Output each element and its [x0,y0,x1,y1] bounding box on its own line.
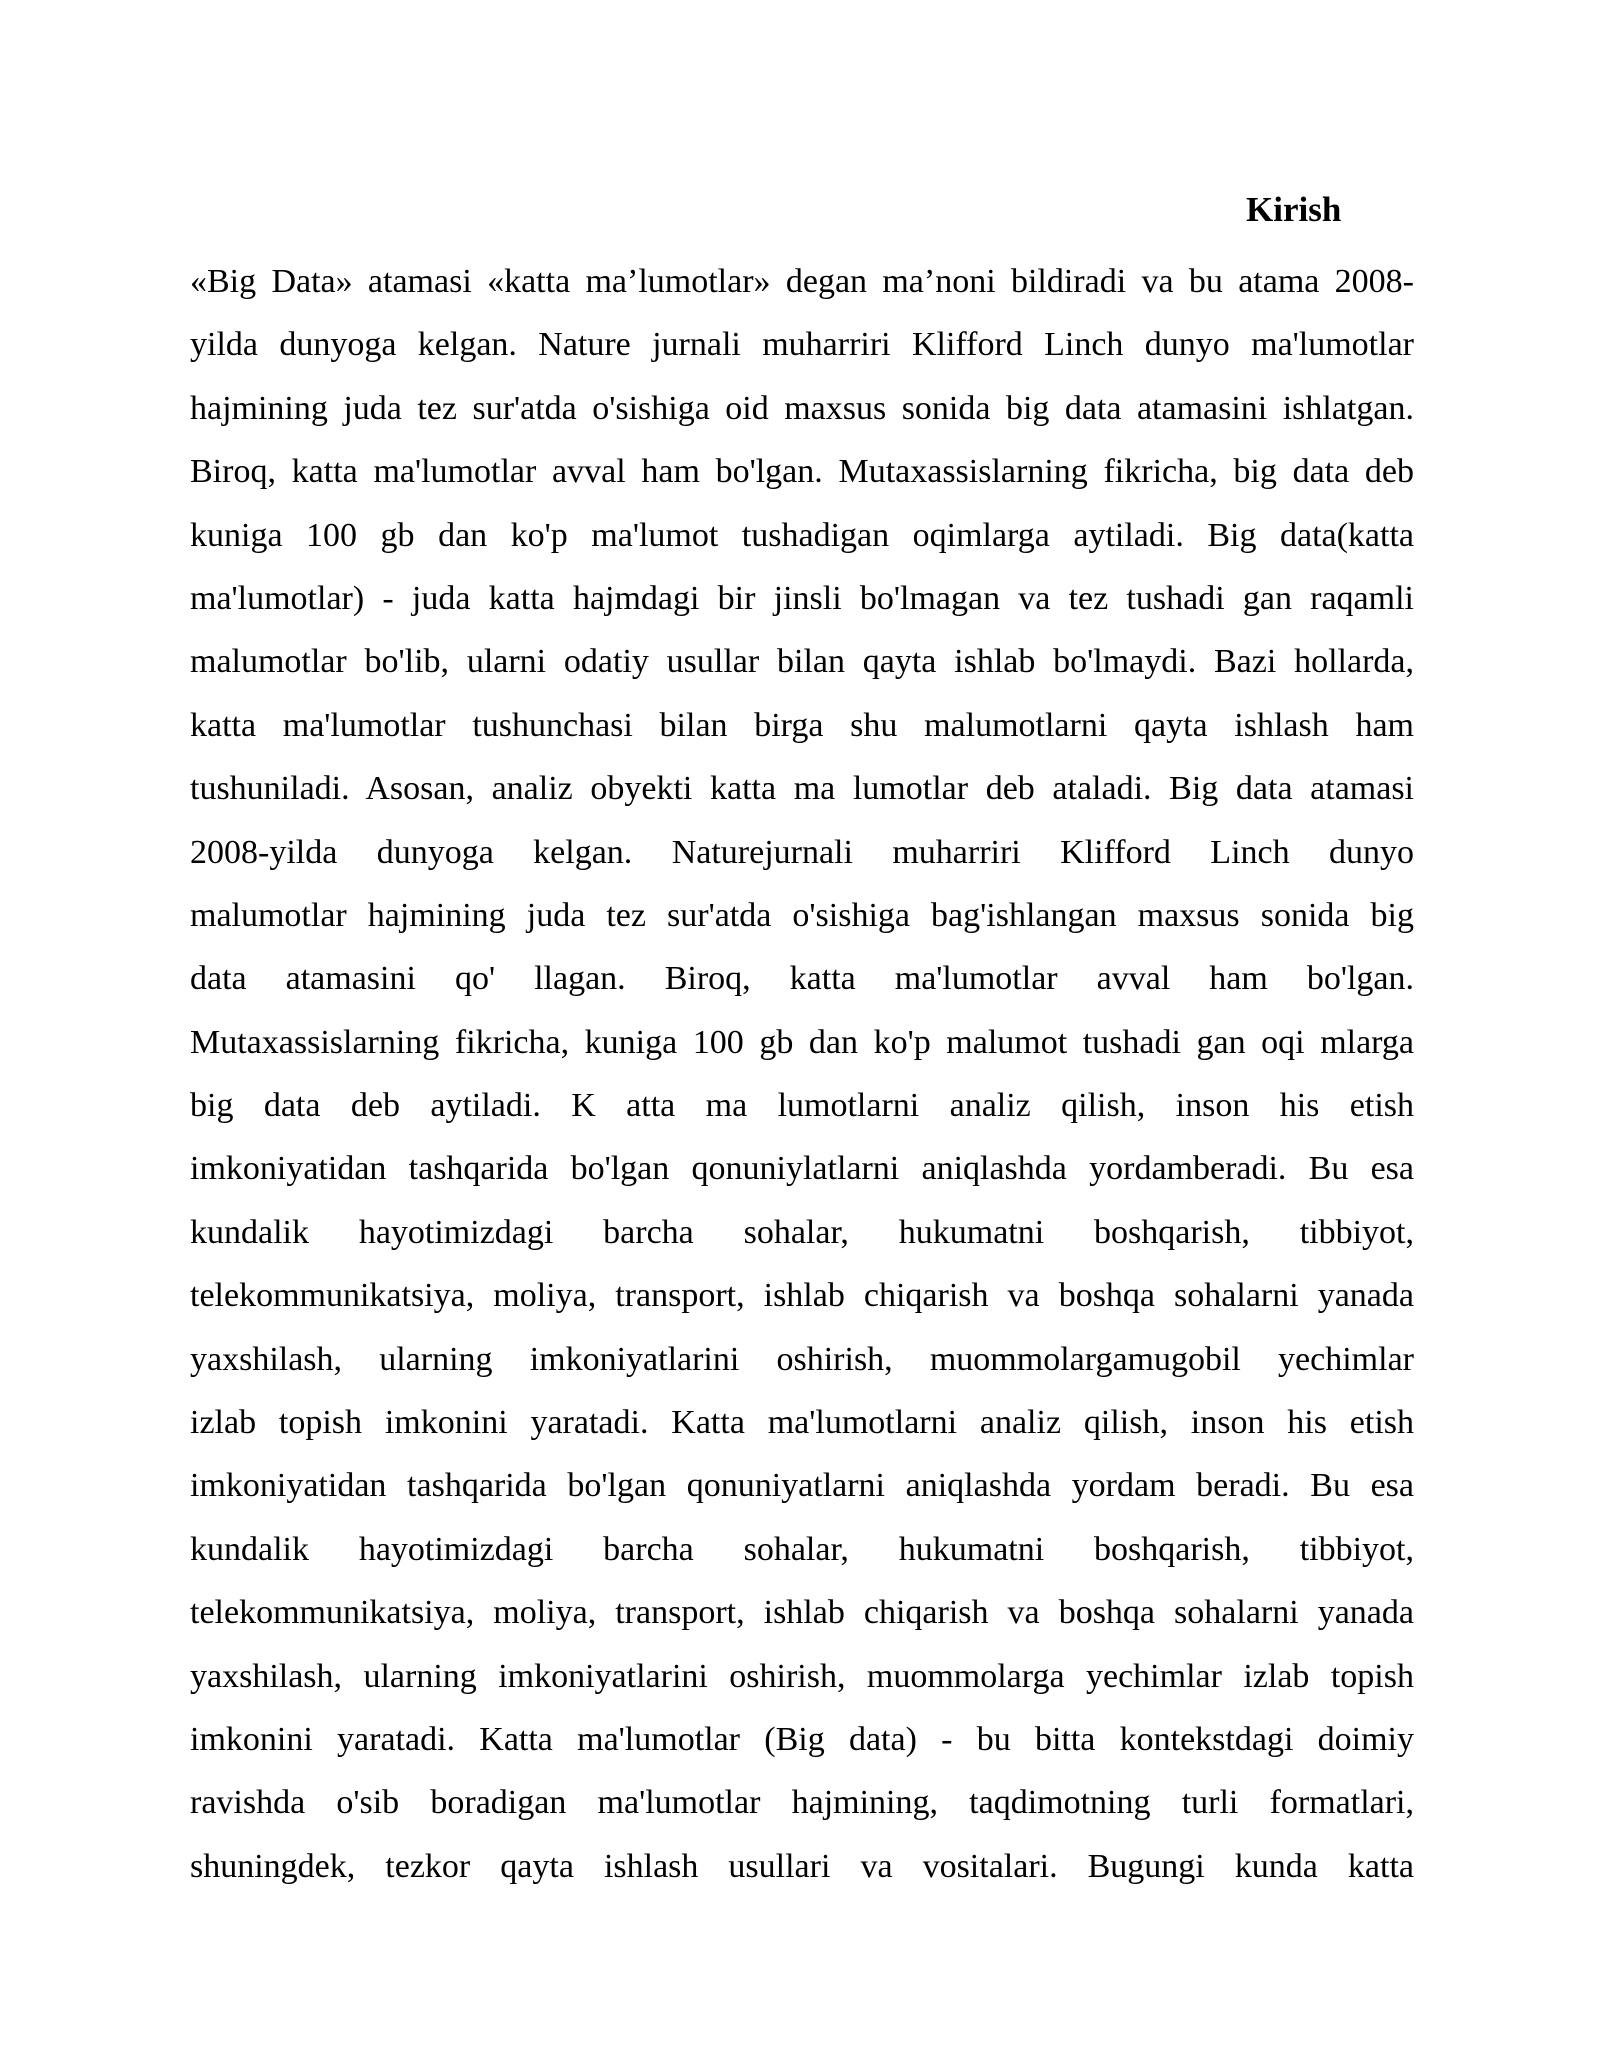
text-line: katta ma'lumotlar tushunchasi bilan birga shu malumotlarni qayta ishlash ham [190,706,1414,744]
text-line: big data deb aytiladi. K atta ma lumotlarni analiz qilish, inson his etish [190,1087,1414,1125]
text-line: imkonini yaratadi. Katta ma'lumotlar (Big data) - bu bitta kontekstdagi doimiy [190,1720,1414,1758]
text-line: 2008-yilda dunyoga kelgan. Naturejurnali muharriri Klifford Linch dunyo [190,833,1414,871]
text-line: malumotlar bo'lib, ularni odatiy usullar bilan qayta ishlab bo'lmaydi. Bazi hollarda, [190,643,1414,681]
body-paragraph [190,250,1414,1898]
text-line: «Big Data» atamasi «katta ma’lumotlar» degan ma’noni bildiradi va bu atama 2008- [190,263,1414,300]
text-line: kuniga 100 gb dan ko'p ma'lumot tushadigan oqimlarga aytiladi. Big data(katta [190,516,1414,554]
text-line: kundalik hayotimizdagi barcha sohalar, hukumatni boshqarish, tibbiyot, [190,1530,1414,1568]
text-line: data atamasini qo' llagan. Biroq, katta ma'lumotlar avval ham bo'lgan. [190,960,1414,998]
text-line: shuningdek, tezkor qayta ishlash usullari va vositalari. Bugungi kunda katta [190,1847,1414,1885]
text-line: yilda dunyoga kelgan. Nature jurnali muharriri Klifford Linch dunyo ma'lumotlar [190,326,1414,364]
text-line: ma'lumotlar) - juda katta hajmdagi bir jinsli bo'lmagan va tez tushadi gan raqamli [190,579,1414,617]
text-line: ravishda o'sib boradigan ma'lumotlar hajmining, taqdimotning turli formatlari, [190,1784,1414,1822]
section-heading: Kirish [1246,190,1342,229]
text-line: hajmining juda tez sur'atda o'sishiga oid maxsus sonida big data atamasini ishlatgan. [190,389,1414,427]
text-line: Biroq, katta ma'lumotlar avval ham bo'lgan. Mutaxassislarning fikricha, big data deb [190,453,1414,491]
text-line: yaxshilash, ularning imkoniyatlarini oshirish, muommolarga yechimlar izlab topish [190,1657,1414,1695]
text-line: yaxshilash, ularning imkoniyatlarini oshirish, muommolargamugobil yechimlar [190,1340,1414,1378]
text-line: tushuniladi. Asosan, analiz obyekti katta ma lumotlar deb ataladi. Big data atamasi [190,770,1414,808]
text-line: imkoniyatidan tashqarida bo'lgan qonuniyatlarni aniqlashda yordam beradi. Bu esa [190,1467,1414,1505]
text-line: kundalik hayotimizdagi barcha sohalar, hukumatni boshqarish, tibbiyot, [190,1213,1414,1251]
text-line: Mutaxassislarning fikricha, kuniga 100 gb dan ko'p malumot tushadi gan oqi mlarga [190,1023,1414,1061]
text-line: izlab topish imkonini yaratadi. Katta ma'lumotlarni analiz qilish, inson his etish [190,1404,1414,1442]
text-line: telekommunikatsiya, moliya, transport, ishlab chiqarish va boshqa sohalarni yanada [190,1594,1414,1632]
text-line: telekommunikatsiya, moliya, transport, ishlab chiqarish va boshqa sohalarni yanada [190,1277,1414,1315]
text-line: malumotlar hajmining juda tez sur'atda o'sishiga bag'ishlangan maxsus sonida big [190,896,1414,934]
text-line: imkoniyatidan tashqarida bo'lgan qonuniylatlarni aniqlashda yordamberadi. Bu esa [190,1150,1414,1188]
